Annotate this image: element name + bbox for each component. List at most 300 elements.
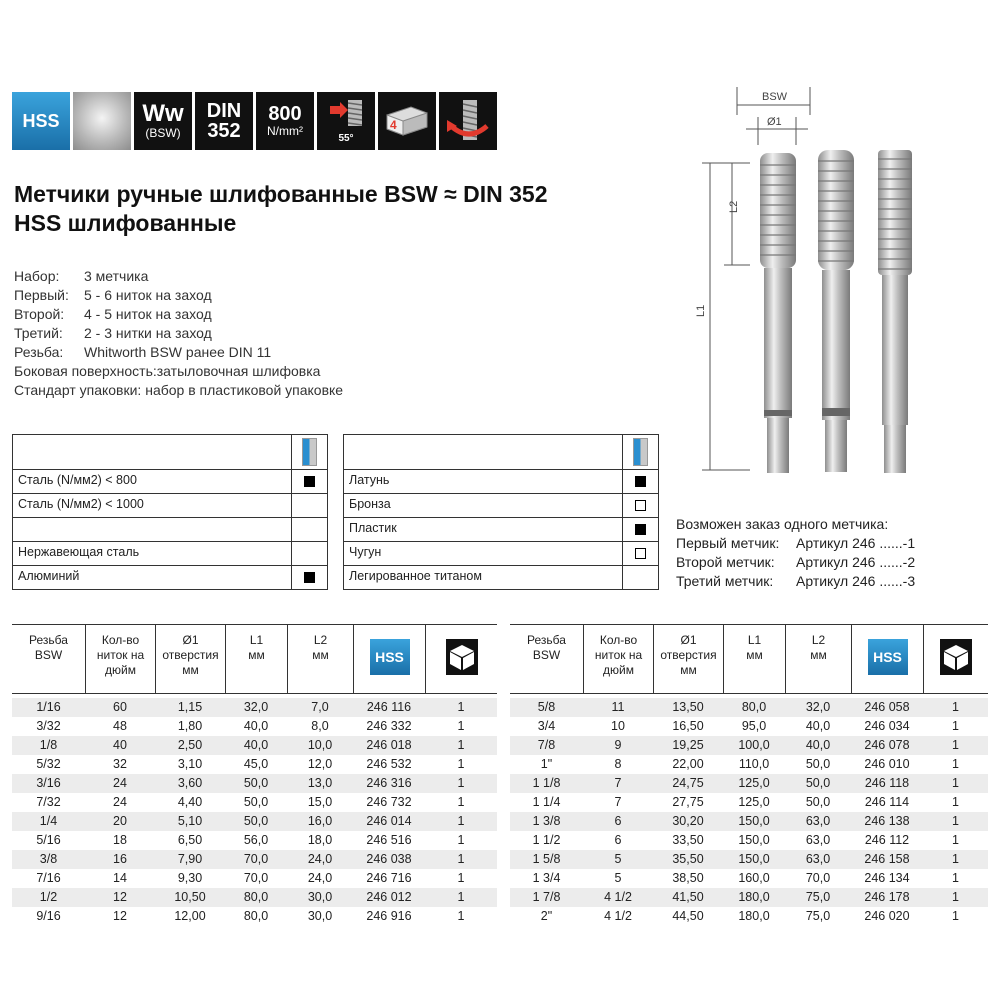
table-cell: 1 <box>457 776 465 790</box>
table-cell: 50,0 <box>805 776 831 790</box>
table-cell: 19,25 <box>672 738 704 752</box>
header-l1 <box>723 625 785 693</box>
table-cell: 1/8 <box>39 738 58 752</box>
table-cell: 5,10 <box>177 814 203 828</box>
material-row <box>13 493 327 517</box>
table-row <box>510 717 988 736</box>
table-cell: 1 <box>457 814 465 828</box>
table-cell: 70,0 <box>243 852 269 866</box>
header-thread <box>12 625 85 693</box>
table-cell: 1,15 <box>177 700 203 714</box>
size-table-header <box>12 624 497 694</box>
material-suitability-cell <box>622 470 658 493</box>
material-name: Латунь <box>349 473 390 487</box>
table-cell: 3/4 <box>537 719 556 733</box>
table-cell: 246 078 <box>864 738 910 752</box>
spec-line <box>14 286 343 305</box>
header-text: Резьба <box>527 633 566 647</box>
hss-badge-icon: HSS <box>12 92 70 150</box>
table-cell: 20 <box>113 814 127 828</box>
size-table-header <box>510 624 988 694</box>
table-cell: 95,0 <box>741 719 767 733</box>
size-table-left <box>12 624 497 926</box>
header-hss <box>353 625 425 693</box>
table-cell: 5/32 <box>36 757 61 771</box>
d1-dim-label: Ø1 <box>767 116 782 128</box>
hss-badge-icon: HSS <box>370 639 410 675</box>
table-cell: 5/16 <box>36 833 61 847</box>
table-cell: 63,0 <box>805 814 831 828</box>
table-cell: 1 <box>952 871 959 885</box>
table-row <box>510 736 988 755</box>
table-cell: 10,0 <box>307 738 333 752</box>
filled-square-icon <box>635 524 646 535</box>
material-suitability-cell <box>622 518 658 541</box>
order-key: Второй метчик: <box>676 554 775 570</box>
table-cell: 6 <box>614 833 622 847</box>
taps-dimension-drawing <box>690 85 940 480</box>
header-text: Кол-во <box>599 633 638 647</box>
materials-header-blank <box>344 435 622 469</box>
header-text: дюйм <box>105 663 136 677</box>
table-cell: 246 038 <box>366 852 412 866</box>
table-cell: 150,0 <box>738 814 770 828</box>
table-cell: 3,60 <box>177 776 203 790</box>
table-cell: 24,0 <box>307 871 333 885</box>
table-row <box>12 907 497 926</box>
table-cell: 246 012 <box>366 890 412 904</box>
table-cell: 60 <box>113 700 127 714</box>
header-text: мм <box>746 648 763 662</box>
table-row <box>510 907 988 926</box>
header-d1 <box>155 625 225 693</box>
header-text: ниток на <box>594 648 643 662</box>
table-cell: 1 <box>952 700 959 714</box>
table-cell: 246 332 <box>366 719 412 733</box>
spec-line: Стандарт упаковки: набор в пластиковой упаковке <box>14 382 344 398</box>
order-value: Артикул 246 ......-1 <box>796 535 916 551</box>
table-cell: 40,0 <box>805 738 831 752</box>
header-tpi <box>583 625 653 693</box>
table-cell: 246 516 <box>366 833 412 847</box>
table-cell: 33,50 <box>672 833 704 847</box>
header-text: Ø1 <box>680 633 697 647</box>
table-cell: 70,0 <box>243 871 269 885</box>
order-line <box>676 534 915 553</box>
open-square-icon <box>635 548 646 559</box>
table-cell: 56,0 <box>243 833 269 847</box>
square-shank-icon <box>378 92 436 150</box>
table-cell: 5/8 <box>537 700 556 714</box>
table-cell: 1 7/8 <box>532 890 561 904</box>
hss-tool-icon <box>633 438 648 466</box>
table-cell: 1 <box>457 795 465 809</box>
header-text: мм <box>182 663 199 677</box>
spec-line <box>14 305 343 324</box>
spec-value: Whitworth BSW ранее DIN 11 <box>84 344 272 360</box>
materials-table-right <box>343 434 659 590</box>
table-row <box>510 774 988 793</box>
table-cell: 2" <box>540 909 553 923</box>
table-cell: 1,80 <box>177 719 203 733</box>
hss-badge-icon: HSS <box>868 639 908 675</box>
material-name: Нержавеющая сталь <box>18 545 140 559</box>
table-cell: 246 158 <box>864 852 910 866</box>
table-cell: 4 1/2 <box>604 909 632 923</box>
table-cell: 40,0 <box>243 719 269 733</box>
table-cell: 246 018 <box>366 738 412 752</box>
table-cell: 5 <box>614 871 622 885</box>
order-key: Третий метчик: <box>676 573 774 589</box>
table-cell: 246 316 <box>366 776 412 790</box>
table-cell: 80,0 <box>741 700 767 714</box>
table-cell: 125,0 <box>738 795 770 809</box>
ground-surface-icon <box>73 92 131 150</box>
table-cell: 246 014 <box>366 814 412 828</box>
table-cell: 50,0 <box>805 795 831 809</box>
spec-key: Третий: <box>14 325 63 341</box>
table-cell: 7,0 <box>311 700 329 714</box>
table-cell: 2,50 <box>177 738 203 752</box>
table-row <box>12 736 497 755</box>
material-suitability-cell <box>291 494 327 517</box>
table-cell: 7,90 <box>177 852 203 866</box>
table-row <box>510 888 988 907</box>
header-pack <box>923 625 988 693</box>
material-name: Чугун <box>349 545 382 559</box>
table-cell: 30,20 <box>672 814 704 828</box>
materials-header-blank <box>13 435 291 469</box>
header-text: L1 <box>249 633 264 647</box>
table-row <box>12 831 497 850</box>
table-cell: 1 5/8 <box>532 852 561 866</box>
table-cell: 1 3/4 <box>532 871 561 885</box>
header-text: Резьба <box>29 633 68 647</box>
header-text: L2 <box>811 633 826 647</box>
table-cell: 180,0 <box>738 909 770 923</box>
bsw-dim-label: BSW <box>762 91 788 103</box>
table-cell: 24 <box>113 776 127 790</box>
table-cell: 4,40 <box>177 795 203 809</box>
table-row <box>12 774 497 793</box>
header-text: L1 <box>747 633 762 647</box>
table-cell: 6,50 <box>177 833 203 847</box>
table-cell: 63,0 <box>805 833 831 847</box>
table-cell: 246 532 <box>366 757 412 771</box>
size-table-body <box>12 694 497 926</box>
table-cell: 1 <box>952 776 959 790</box>
table-row <box>510 755 988 774</box>
table-cell: 10,50 <box>174 890 206 904</box>
table-cell: 1 <box>457 890 465 904</box>
table-cell: 16,0 <box>307 814 333 828</box>
table-cell: 246 116 <box>366 700 412 714</box>
table-cell: 40 <box>113 738 127 752</box>
table-cell: 7/16 <box>36 871 61 885</box>
spec-value: 4 - 5 ниток на заход <box>84 306 212 322</box>
table-cell: 100,0 <box>738 738 770 752</box>
table-cell: 246 178 <box>864 890 910 904</box>
material-name: Пластик <box>349 521 397 535</box>
table-cell: 1 <box>457 833 465 847</box>
header-text: мм <box>248 648 265 662</box>
tap-second <box>818 150 854 472</box>
table-cell: 246 134 <box>864 871 910 885</box>
table-cell: 160,0 <box>738 871 770 885</box>
table-cell: 150,0 <box>738 833 770 847</box>
order-line <box>676 553 915 572</box>
table-cell: 48 <box>113 719 127 733</box>
table-cell: 246 716 <box>366 871 412 885</box>
package-box-icon <box>446 639 478 675</box>
table-cell: 150,0 <box>738 852 770 866</box>
material-name: Алюминий <box>18 569 80 583</box>
title-line-2: HSS шлифованные <box>14 210 237 236</box>
table-cell: 14 <box>113 871 127 885</box>
header-l2 <box>287 625 353 693</box>
table-cell: 32,0 <box>243 700 269 714</box>
size-table-body <box>510 694 988 926</box>
header-l1 <box>225 625 287 693</box>
spec-key: Первый: <box>14 287 69 303</box>
table-cell: 50,0 <box>243 776 269 790</box>
header-l2 <box>785 625 851 693</box>
table-cell: 9,30 <box>177 871 203 885</box>
table-cell: 246 020 <box>864 909 910 923</box>
tensile-strength-icon: 800 N/mm² <box>256 92 314 150</box>
table-cell: 40,0 <box>243 738 269 752</box>
spec-line <box>14 267 343 286</box>
spec-line <box>14 343 343 362</box>
table-cell: 80,0 <box>243 909 269 923</box>
table-row <box>12 850 497 869</box>
table-cell: 246 138 <box>864 814 910 828</box>
spec-key: Второй: <box>14 306 65 322</box>
material-row <box>13 469 327 493</box>
table-cell: 246 112 <box>864 833 910 847</box>
table-row <box>510 869 988 888</box>
table-cell: 63,0 <box>805 852 831 866</box>
table-cell: 18,0 <box>307 833 333 847</box>
material-row <box>344 517 658 541</box>
material-row <box>13 517 327 541</box>
table-cell: 7 <box>614 776 622 790</box>
order-value: Артикул 246 ......-3 <box>796 573 916 589</box>
package-box-icon <box>940 639 972 675</box>
table-cell: 38,50 <box>672 871 704 885</box>
materials-header-row <box>344 435 658 469</box>
table-cell: 50,0 <box>243 795 269 809</box>
header-text: Ø1 <box>182 633 199 647</box>
table-row <box>510 831 988 850</box>
table-cell: 1 <box>952 795 959 809</box>
material-suitability-cell <box>622 494 658 517</box>
table-cell: 1 <box>457 738 465 752</box>
table-cell: 1 <box>952 738 959 752</box>
table-row <box>510 793 988 812</box>
l1-dim-label: L1 <box>695 304 707 317</box>
header-pack <box>425 625 497 693</box>
table-cell: 1" <box>540 757 553 771</box>
table-cell: 24 <box>113 795 127 809</box>
material-name: Бронза <box>349 497 391 511</box>
spec-value: 3 метчика <box>84 268 149 284</box>
table-cell: 1 3/8 <box>532 814 561 828</box>
table-cell: 1 1/2 <box>532 833 561 847</box>
header-text: мм <box>810 648 827 662</box>
table-cell: 1 <box>952 833 959 847</box>
table-cell: 30,0 <box>307 890 333 904</box>
hss-tool-icon <box>302 438 317 466</box>
table-cell: 1/16 <box>36 700 61 714</box>
table-cell: 9 <box>614 738 622 752</box>
l2-dim-label: L2 <box>728 200 740 213</box>
table-cell: 30,0 <box>307 909 333 923</box>
table-cell: 125,0 <box>738 776 770 790</box>
page-title <box>14 180 548 238</box>
table-cell: 7 <box>614 795 622 809</box>
material-row <box>13 565 327 589</box>
table-cell: 75,0 <box>805 890 831 904</box>
table-cell: 12,0 <box>307 757 333 771</box>
header-text: мм <box>680 663 697 677</box>
table-cell: 8,0 <box>311 719 329 733</box>
header-text: BSW <box>34 648 63 662</box>
table-cell: 45,0 <box>243 757 269 771</box>
table-cell: 246 732 <box>366 795 412 809</box>
spec-line <box>14 324 343 343</box>
material-suitability-cell <box>622 566 658 589</box>
table-cell: 5 <box>614 852 622 866</box>
table-row <box>510 698 988 717</box>
table-cell: 75,0 <box>805 909 831 923</box>
table-row <box>510 812 988 831</box>
table-cell: 13,0 <box>307 776 333 790</box>
material-row <box>13 541 327 565</box>
order-value: Артикул 246 ......-2 <box>796 554 916 570</box>
table-cell: 6 <box>614 814 622 828</box>
table-cell: 16,50 <box>672 719 704 733</box>
header-d1 <box>653 625 723 693</box>
table-cell: 13,50 <box>672 700 704 714</box>
table-cell: 16 <box>113 852 127 866</box>
table-cell: 1/4 <box>39 814 58 828</box>
table-cell: 24,0 <box>307 852 333 866</box>
size-table-right <box>510 624 988 926</box>
table-cell: 80,0 <box>243 890 269 904</box>
table-cell: 12 <box>113 909 127 923</box>
table-cell: 246 114 <box>864 795 910 809</box>
material-name: Сталь (N/мм2) < 800 <box>18 473 137 487</box>
table-cell: 110,0 <box>738 757 770 771</box>
order-line <box>676 572 915 591</box>
header-text: дюйм <box>603 663 634 677</box>
table-cell: 4 1/2 <box>604 890 632 904</box>
table-cell: 1 <box>952 814 959 828</box>
table-cell: 3/16 <box>36 776 61 790</box>
table-cell: 9/16 <box>36 909 61 923</box>
table-cell: 1 <box>457 719 465 733</box>
table-cell: 1 1/8 <box>532 776 561 790</box>
material-row <box>344 541 658 565</box>
table-cell: 1/2 <box>39 890 58 904</box>
table-cell: 1 1/4 <box>532 795 561 809</box>
table-cell: 246 010 <box>864 757 910 771</box>
table-cell: 32 <box>113 757 127 771</box>
filled-square-icon <box>635 476 646 487</box>
table-cell: 44,50 <box>672 909 704 923</box>
header-text: L2 <box>313 633 328 647</box>
material-name <box>13 518 291 541</box>
header-hss <box>851 625 923 693</box>
table-cell: 7/32 <box>36 795 61 809</box>
table-cell: 18 <box>113 833 127 847</box>
thread-angle-icon: 55° <box>317 92 375 150</box>
table-row <box>12 812 497 831</box>
table-cell: 32,0 <box>805 700 831 714</box>
order-key: Первый метчик: <box>676 535 780 551</box>
table-row <box>12 869 497 888</box>
material-suitability-cell <box>291 566 327 589</box>
spec-value: 5 - 6 ниток на заход <box>84 287 212 303</box>
table-cell: 50,0 <box>243 814 269 828</box>
table-row <box>12 793 497 812</box>
material-name: Легированное титаном <box>349 569 482 583</box>
table-cell: 27,75 <box>672 795 704 809</box>
header-thread <box>510 625 583 693</box>
table-row <box>510 850 988 869</box>
filled-square-icon <box>304 476 315 487</box>
materials-header-cell <box>622 435 658 469</box>
table-cell: 1 <box>952 852 959 866</box>
material-row <box>344 565 658 589</box>
table-cell: 11 <box>611 700 625 714</box>
header-text: ниток на <box>96 648 145 662</box>
header-tpi <box>85 625 155 693</box>
spec-key: Резьба: <box>14 344 64 360</box>
header-text: Кол-во <box>101 633 140 647</box>
table-cell: 1 <box>457 852 465 866</box>
tap-first <box>760 153 796 473</box>
table-cell: 70,0 <box>805 871 831 885</box>
table-cell: 246 916 <box>366 909 412 923</box>
table-cell: 24,75 <box>672 776 704 790</box>
table-cell: 3/32 <box>36 719 61 733</box>
table-row <box>12 717 497 736</box>
title-line-1: Метчики ручные шлифованные BSW ≈ DIN 352 <box>14 181 548 207</box>
filled-square-icon <box>304 572 315 583</box>
spec-value: 2 - 3 нитки на заход <box>84 325 212 341</box>
table-cell: 1 <box>457 700 465 714</box>
table-cell: 50,0 <box>805 757 831 771</box>
table-cell: 1 <box>952 757 959 771</box>
spec-key: Набор: <box>14 268 60 284</box>
spec-line: Боковая поверхность:затыловочная шлифовка <box>14 363 321 379</box>
whitworth-thread-icon: Ww (BSW) <box>134 92 192 150</box>
header-text: BSW <box>532 648 561 662</box>
table-cell: 35,50 <box>672 852 704 866</box>
svg-text:4: 4 <box>390 118 397 132</box>
din-standard-icon: DIN 352 <box>195 92 253 150</box>
table-cell: 1 <box>952 909 959 923</box>
material-suitability-cell <box>291 518 327 541</box>
header-text: отверстия <box>162 648 219 662</box>
table-row <box>12 888 497 907</box>
table-cell: 12,00 <box>174 909 206 923</box>
tap-third <box>878 150 912 473</box>
table-cell: 1 <box>952 890 959 904</box>
table-row <box>12 755 497 774</box>
